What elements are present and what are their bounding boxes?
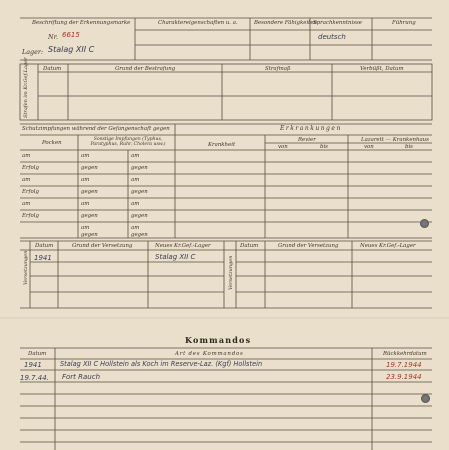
gegen-label: gegen [81, 213, 98, 219]
label-nr: Nr. [48, 33, 58, 41]
strafen-col-grund: Grund der Bestrafung [115, 66, 176, 72]
kdo-row-datum: 1941 [24, 361, 42, 369]
gegen-label: gegen [131, 165, 148, 171]
am-label: am [131, 177, 140, 183]
erkrankungen-title: Erkrankungen [280, 125, 342, 132]
am-label: am [131, 201, 140, 207]
kdo-row-datum: 19.7.44. [20, 374, 49, 382]
gegen-label: gegen [81, 232, 98, 238]
erk-von: von [364, 144, 374, 150]
schutz-row-label: am [22, 153, 31, 159]
kdo-row-rueck: 19.7.1944 [386, 361, 422, 369]
gegen-label: gegen [81, 189, 98, 195]
schutz-title: Schutzimpfungen während der Gefangenschaft gegen [22, 126, 170, 132]
vers-col-grund: Grund der Versetzung [72, 243, 133, 249]
vers-datum-value: 1941 [34, 254, 52, 262]
gegen-label: gegen [131, 232, 148, 238]
schutz-col-sonstige: Sonstige Impfungen (Typhus, Paratyphus, Ruhr, Cholera usw.) [90, 137, 166, 147]
gegen-label: gegen [131, 213, 148, 219]
kdo-row-rueck: 23.9.1944 [386, 373, 422, 381]
gegen-label: gegen [81, 165, 98, 171]
value-lager: Stalag XII C [48, 45, 95, 54]
vers-col-datum: Datum [240, 243, 259, 249]
erk-col-revier: Revier [298, 137, 316, 143]
gegen-label: gegen [131, 189, 148, 195]
value-nr: 6615 [62, 31, 80, 39]
vers-col-grund: Grund der Versetzung [278, 243, 339, 249]
vers-col-datum: Datum [35, 243, 54, 249]
strafen-side-label: Strafen im Kr.Gef.Lager [23, 57, 29, 118]
am-label: am [81, 153, 90, 159]
schutz-row-label: Erfolg [22, 213, 39, 219]
am-label: am [81, 177, 90, 183]
label-fuehrung: Führung [392, 20, 416, 26]
schutz-row-label: Erfolg [22, 165, 39, 171]
schutz-col-pocken: Pocken [42, 140, 62, 146]
label-faehigkeiten: Besondere Fähigkeiten [254, 20, 317, 26]
label-erkennungsmarke: Beschriftung der Erkennungsmarke [32, 20, 131, 26]
erk-bis: bis [405, 144, 413, 150]
am-label: am [131, 153, 140, 159]
schutz-row-label: am [22, 177, 31, 183]
am-label: am [81, 225, 90, 231]
vers-col-lager: Neues Kr.Gef.-Lager [155, 243, 211, 249]
kdo-row-art: Stalag XII C Hollstein als Koch im Reserve-Laz. (Kgf) Hollstein [60, 360, 263, 368]
label-sprachkenntnisse: Sprachkenntnisse [313, 20, 362, 26]
erk-von: von [278, 144, 288, 150]
strafen-col-verbuesst: Verbüßt, Datum [360, 66, 404, 72]
label-charakter: Charaktereigenschaften u. a. [158, 20, 238, 26]
strafen-col-datum: Datum [43, 66, 62, 72]
schutz-row-label: am [22, 201, 31, 207]
value-sprache: deutsch [318, 33, 346, 41]
am-label: am [131, 225, 140, 231]
kdo-col-art: Art des Kommandos [175, 351, 244, 357]
erk-bis: bis [320, 144, 328, 150]
punch-hole [421, 394, 430, 403]
kdo-col-rueck: Rückkehrdatum [383, 351, 427, 357]
erk-col-lazarett: Lazarett — Krankenhaus [361, 137, 429, 143]
kdo-col-datum: Datum [28, 351, 47, 357]
strafen-col-strafmass: Strafmaß [265, 66, 291, 72]
versetzungen-side-label: Versetzungen [23, 250, 29, 285]
vers-lager-value: Stalag XII C [155, 253, 196, 261]
label-lager: Lager: [22, 48, 44, 56]
versetzungen-side-label: Versetzungen [228, 255, 234, 290]
kommandos-title: Kommandos [185, 335, 252, 345]
am-label: am [81, 201, 90, 207]
punch-hole [420, 219, 429, 228]
schutz-row-label: Erfolg [22, 189, 39, 195]
erk-col-krankheit: Krankheit [208, 142, 236, 148]
kdo-row-art: Fort Rauch [62, 373, 101, 381]
vers-col-lager: Neues Kr.Gef.-Lager [360, 243, 416, 249]
